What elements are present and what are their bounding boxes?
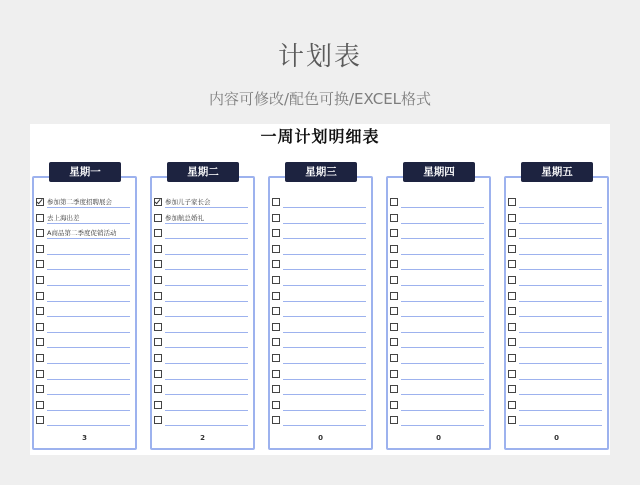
task-text[interactable]: A商品第二季度促销活动 [47, 229, 117, 238]
task-underline [401, 254, 484, 255]
task-checkbox[interactable] [508, 229, 516, 237]
task-row[interactable] [154, 401, 248, 417]
task-checkbox[interactable] [508, 260, 516, 268]
task-underline [519, 223, 602, 224]
task-checkbox[interactable] [36, 385, 44, 393]
task-underline [47, 285, 130, 286]
task-checkbox[interactable] [154, 276, 162, 284]
task-checkbox[interactable] [508, 214, 516, 222]
task-checkbox[interactable] [508, 323, 516, 331]
task-underline [401, 223, 484, 224]
task-underline [283, 379, 366, 380]
task-checkbox[interactable] [508, 416, 516, 424]
task-underline [401, 269, 484, 270]
task-row[interactable] [272, 307, 366, 323]
day-header: 星期三 [285, 162, 357, 182]
task-underline [165, 223, 248, 224]
task-checkbox[interactable] [508, 338, 516, 346]
task-checkbox[interactable] [272, 338, 280, 346]
task-row[interactable] [508, 260, 602, 276]
task-row[interactable] [508, 338, 602, 354]
task-row[interactable] [508, 198, 602, 214]
task-underline [401, 316, 484, 317]
task-checkbox[interactable] [272, 214, 280, 222]
task-underline [47, 425, 130, 426]
task-row[interactable] [154, 292, 248, 308]
task-underline [519, 207, 602, 208]
task-underline [283, 425, 366, 426]
task-underline [519, 285, 602, 286]
task-row[interactable] [390, 416, 484, 432]
task-underline [519, 394, 602, 395]
task-row[interactable] [508, 401, 602, 417]
task-checkbox[interactable] [36, 276, 44, 284]
task-checkbox[interactable] [390, 370, 398, 378]
task-checkbox[interactable] [36, 292, 44, 300]
task-underline [519, 410, 602, 411]
task-row[interactable] [508, 307, 602, 323]
task-row[interactable] [272, 292, 366, 308]
task-row[interactable] [272, 354, 366, 370]
task-count: 2 [200, 434, 205, 442]
task-row[interactable] [154, 416, 248, 432]
day-header: 星期二 [167, 162, 239, 182]
task-row[interactable] [272, 214, 366, 230]
task-underline [401, 207, 484, 208]
task-row[interactable] [154, 260, 248, 276]
task-checkbox[interactable] [272, 323, 280, 331]
task-underline [165, 254, 248, 255]
task-row[interactable] [272, 416, 366, 432]
task-checkbox[interactable] [508, 385, 516, 393]
task-checkbox[interactable] [36, 354, 44, 362]
task-checkbox[interactable] [36, 370, 44, 378]
task-checkbox[interactable] [390, 401, 398, 409]
task-underline [283, 316, 366, 317]
task-checkbox[interactable] [272, 276, 280, 284]
task-checkbox[interactable] [390, 245, 398, 253]
task-row[interactable] [272, 245, 366, 261]
task-checkbox[interactable] [508, 292, 516, 300]
task-checkbox[interactable] [36, 260, 44, 268]
task-underline [283, 238, 366, 239]
task-underline [283, 285, 366, 286]
task-count: 0 [318, 434, 323, 442]
task-checkbox[interactable] [272, 292, 280, 300]
task-row[interactable] [36, 260, 130, 276]
task-row[interactable] [390, 292, 484, 308]
task-row[interactable] [154, 245, 248, 261]
task-underline [47, 410, 130, 411]
task-underline [47, 223, 130, 224]
task-checkbox[interactable] [390, 276, 398, 284]
task-checkbox[interactable] [390, 307, 398, 315]
task-checkbox[interactable] [390, 214, 398, 222]
task-underline [165, 316, 248, 317]
task-underline [165, 410, 248, 411]
task-row[interactable] [390, 260, 484, 276]
task-row[interactable] [390, 214, 484, 230]
task-checkbox[interactable] [508, 370, 516, 378]
task-row[interactable] [390, 370, 484, 386]
task-underline [519, 347, 602, 348]
task-checkbox[interactable] [508, 354, 516, 362]
task-underline [519, 379, 602, 380]
task-row[interactable] [508, 245, 602, 261]
task-checkbox[interactable] [390, 229, 398, 237]
task-row[interactable] [390, 229, 484, 245]
task-checkbox[interactable] [508, 307, 516, 315]
task-underline [47, 347, 130, 348]
page-title: 计划表 [277, 42, 362, 72]
task-underline [47, 316, 130, 317]
task-checkbox[interactable] [36, 323, 44, 331]
task-underline [283, 332, 366, 333]
task-underline [165, 301, 248, 302]
task-text[interactable]: 参加航总婚礼 [165, 213, 204, 222]
day-header: 星期四 [403, 162, 475, 182]
task-underline [283, 223, 366, 224]
day-column [150, 176, 255, 450]
task-underline [401, 410, 484, 411]
task-checkbox[interactable] [272, 385, 280, 393]
day-header: 星期一 [49, 162, 121, 182]
task-text[interactable]: 参加儿子家长会 [165, 198, 211, 206]
task-row[interactable] [390, 245, 484, 261]
task-row[interactable] [154, 354, 248, 370]
task-checkbox[interactable] [154, 245, 162, 253]
task-checkbox[interactable] [272, 198, 280, 206]
task-text[interactable]: 参加第二季度招聘展会 [47, 198, 112, 206]
task-checkbox[interactable] [390, 198, 398, 206]
task-row[interactable] [154, 214, 248, 230]
task-underline [401, 379, 484, 380]
task-underline [401, 363, 484, 364]
task-row[interactable] [390, 385, 484, 401]
page-subtitle: 内容可修改/配色可换/EXCEL格式 [208, 90, 432, 108]
task-row[interactable] [36, 245, 130, 261]
task-underline [165, 238, 248, 239]
task-row[interactable] [272, 401, 366, 417]
task-checkbox[interactable] [390, 292, 398, 300]
task-checkbox[interactable] [508, 198, 516, 206]
task-checkbox[interactable] [36, 214, 44, 222]
task-row[interactable] [390, 323, 484, 339]
task-underline [283, 347, 366, 348]
task-row[interactable] [36, 214, 130, 230]
task-row[interactable] [36, 416, 130, 432]
task-row[interactable] [390, 276, 484, 292]
task-underline [283, 301, 366, 302]
task-row[interactable] [36, 292, 130, 308]
task-checkbox[interactable] [154, 416, 162, 424]
task-checkbox[interactable] [154, 370, 162, 378]
task-checkbox[interactable] [390, 260, 398, 268]
task-checkbox[interactable] [154, 260, 162, 268]
task-row[interactable] [272, 229, 366, 245]
task-underline [401, 238, 484, 239]
task-row[interactable] [154, 323, 248, 339]
task-underline [519, 316, 602, 317]
task-row[interactable] [508, 276, 602, 292]
task-row[interactable] [508, 292, 602, 308]
task-checkbox[interactable] [390, 338, 398, 346]
task-checkbox[interactable] [508, 245, 516, 253]
task-underline [47, 207, 130, 208]
task-checkbox[interactable] [390, 354, 398, 362]
task-row[interactable] [390, 354, 484, 370]
task-underline [165, 332, 248, 333]
task-row[interactable] [36, 323, 130, 339]
task-underline [519, 332, 602, 333]
task-row[interactable] [390, 338, 484, 354]
task-underline [401, 285, 484, 286]
task-checkbox[interactable] [36, 338, 44, 346]
task-checkbox[interactable] [272, 307, 280, 315]
task-checkbox[interactable] [36, 307, 44, 315]
task-underline [47, 394, 130, 395]
task-row[interactable] [154, 198, 248, 214]
task-checkbox[interactable] [390, 416, 398, 424]
task-underline [401, 394, 484, 395]
task-row[interactable] [508, 354, 602, 370]
task-checkbox[interactable] [154, 214, 162, 222]
task-row[interactable] [36, 401, 130, 417]
task-row[interactable] [36, 198, 130, 214]
task-underline [47, 301, 130, 302]
task-checkbox[interactable] [508, 401, 516, 409]
task-row[interactable] [508, 370, 602, 386]
task-underline [165, 425, 248, 426]
task-row[interactable] [272, 370, 366, 386]
task-row[interactable] [272, 276, 366, 292]
task-underline [519, 425, 602, 426]
task-underline [519, 363, 602, 364]
task-checkbox[interactable] [36, 198, 44, 206]
task-underline [401, 425, 484, 426]
task-underline [165, 285, 248, 286]
day-header: 星期五 [521, 162, 593, 182]
task-row[interactable] [36, 229, 130, 245]
task-checkbox[interactable] [272, 354, 280, 362]
sheet-title: 一周计划明细表 [260, 127, 380, 146]
task-row[interactable] [508, 214, 602, 230]
task-checkbox[interactable] [154, 323, 162, 331]
task-underline [283, 254, 366, 255]
task-checkbox[interactable] [154, 338, 162, 346]
task-checkbox[interactable] [272, 245, 280, 253]
task-row[interactable] [508, 229, 602, 245]
task-underline [283, 410, 366, 411]
task-underline [401, 347, 484, 348]
task-row[interactable] [36, 338, 130, 354]
task-underline [283, 363, 366, 364]
task-underline [283, 207, 366, 208]
task-row[interactable] [154, 229, 248, 245]
task-checkbox[interactable] [390, 385, 398, 393]
task-checkbox[interactable] [154, 385, 162, 393]
task-checkbox[interactable] [272, 370, 280, 378]
task-checkbox[interactable] [272, 416, 280, 424]
task-checkbox[interactable] [154, 229, 162, 237]
task-row[interactable] [390, 198, 484, 214]
task-checkbox[interactable] [272, 401, 280, 409]
task-checkbox[interactable] [272, 229, 280, 237]
task-underline [519, 238, 602, 239]
task-row[interactable] [154, 338, 248, 354]
task-underline [401, 301, 484, 302]
task-row[interactable] [154, 385, 248, 401]
task-count: 0 [436, 434, 441, 442]
task-text[interactable]: 去上海出差 [47, 213, 80, 222]
task-row[interactable] [36, 370, 130, 386]
task-underline [47, 363, 130, 364]
task-underline [165, 379, 248, 380]
task-checkbox[interactable] [154, 401, 162, 409]
task-count: 3 [82, 434, 87, 442]
task-row[interactable] [36, 276, 130, 292]
task-row[interactable] [272, 385, 366, 401]
task-row[interactable] [154, 307, 248, 323]
day-column [32, 176, 137, 450]
task-underline [47, 254, 130, 255]
task-row[interactable] [154, 370, 248, 386]
task-checkbox[interactable] [36, 401, 44, 409]
planner-sheet [30, 124, 610, 455]
task-checkbox[interactable] [36, 229, 44, 237]
task-underline [401, 332, 484, 333]
task-checkbox[interactable] [36, 416, 44, 424]
task-count: 0 [554, 434, 559, 442]
task-row[interactable] [508, 323, 602, 339]
task-underline [283, 269, 366, 270]
task-underline [165, 394, 248, 395]
task-underline [283, 394, 366, 395]
day-column [504, 176, 609, 450]
task-row[interactable] [272, 338, 366, 354]
task-row[interactable] [36, 307, 130, 323]
task-checkbox[interactable] [154, 307, 162, 315]
task-row[interactable] [272, 198, 366, 214]
task-underline [47, 238, 130, 239]
task-checkbox[interactable] [154, 292, 162, 300]
task-underline [47, 269, 130, 270]
task-underline [519, 301, 602, 302]
task-underline [519, 269, 602, 270]
task-underline [47, 332, 130, 333]
task-underline [47, 379, 130, 380]
day-column [386, 176, 491, 450]
task-row[interactable] [508, 385, 602, 401]
task-row[interactable] [390, 307, 484, 323]
task-row[interactable] [272, 323, 366, 339]
task-checkbox[interactable] [154, 198, 162, 206]
task-underline [519, 254, 602, 255]
task-underline [165, 207, 248, 208]
task-checkbox[interactable] [508, 276, 516, 284]
task-row[interactable] [508, 416, 602, 432]
task-row[interactable] [154, 276, 248, 292]
day-column [268, 176, 373, 450]
task-row[interactable] [272, 260, 366, 276]
task-row[interactable] [36, 385, 130, 401]
task-row[interactable] [36, 354, 130, 370]
task-checkbox[interactable] [154, 354, 162, 362]
task-checkbox[interactable] [36, 245, 44, 253]
task-underline [165, 269, 248, 270]
task-checkbox[interactable] [272, 260, 280, 268]
task-row[interactable] [390, 401, 484, 417]
task-underline [165, 347, 248, 348]
task-checkbox[interactable] [390, 323, 398, 331]
task-underline [165, 363, 248, 364]
